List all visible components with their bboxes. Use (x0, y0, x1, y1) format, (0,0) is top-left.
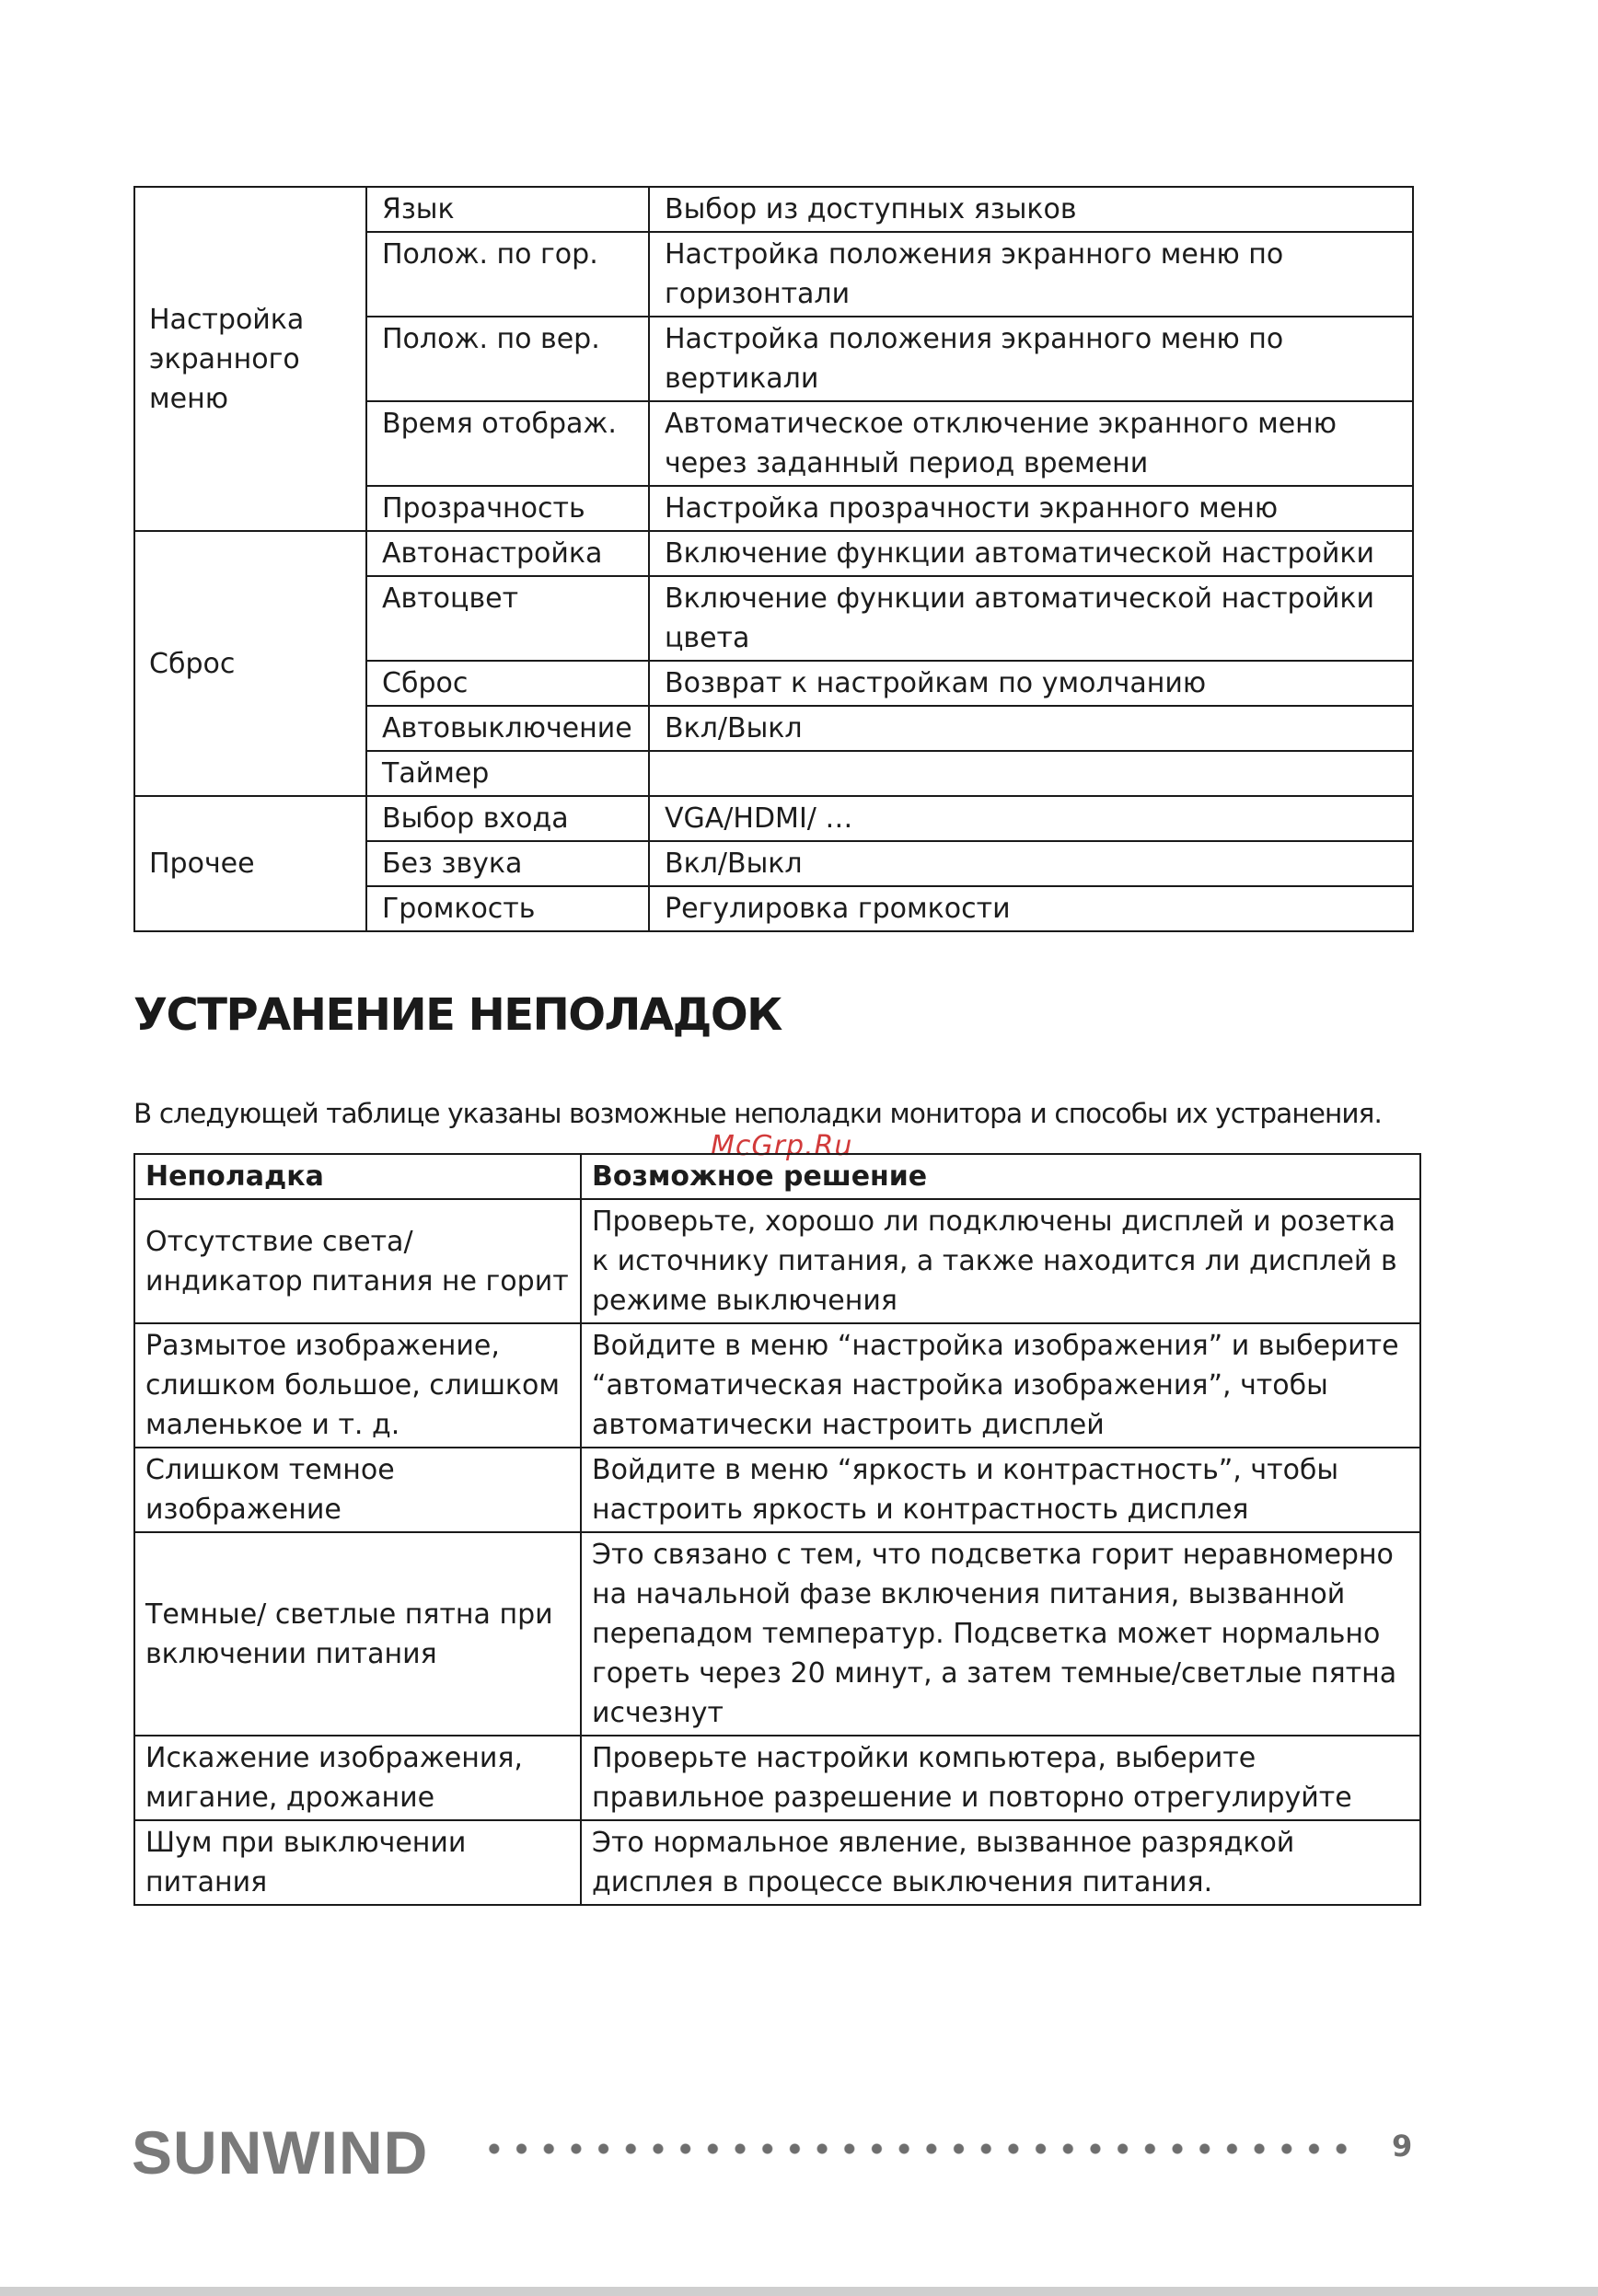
intro-text: В следующей таблице указаны возможные неполадки монитора и способы их устранения. (133, 1098, 1382, 1129)
solution-cell: Проверьте, хорошо ли подключены дисплей и розетка к источнику питания, а также находится ли дисплей в режиме выключения (581, 1199, 1420, 1323)
solution-cell: Войдите в меню “яркость и контрастность”, чтобы настроить яркость и контрастность дисплея (581, 1448, 1420, 1532)
menu-item: Громкость (366, 886, 649, 931)
menu-item: Автонастройка (366, 531, 649, 576)
osd-menu-table (133, 186, 1414, 932)
problem-cell: Отсутствие света/индикатор питания не горит (134, 1199, 581, 1323)
table-row (134, 1820, 1420, 1905)
menu-item: Автовыключение (366, 706, 649, 751)
menu-item-description: Автоматическое отключение экранного меню через заданный период времени (649, 401, 1413, 486)
problem-cell: Искажение изображения, мигание, дрожание (134, 1736, 581, 1820)
page-bottom-edge (0, 2287, 1598, 2296)
menu-item: Время отображ. (366, 401, 649, 486)
group-name: Сброс (134, 531, 366, 796)
menu-item: Выбор входа (366, 796, 649, 841)
table-row (134, 187, 1413, 232)
menu-item-description: Возврат к настройкам по умолчанию (649, 661, 1413, 706)
column-header-problem: Неполадка (134, 1154, 581, 1199)
troubleshooting-table (133, 1153, 1421, 1906)
menu-item-description: Настройка положения экранного меню по горизонтали (649, 232, 1413, 317)
menu-item: Без звука (366, 841, 649, 886)
solution-cell: Это связано с тем, что подсветка горит неравномерно на начальной фазе включения питания, вызванной перепадом температур. Подсветка может нормально гореть через 20 минут, а затем темные/светлые пятна исчезнут (581, 1532, 1420, 1736)
menu-item-description (649, 751, 1413, 796)
table-row (134, 1736, 1420, 1820)
problem-cell: Слишком темное изображение (134, 1448, 581, 1532)
page-number: 9 (1392, 2129, 1413, 2163)
table-header-row (134, 1154, 1420, 1199)
problem-cell: Темные/ светлые пятна при включении питания (134, 1532, 581, 1736)
section-title: УСТРАНЕНИЕ НЕПОЛАДОК (133, 989, 782, 1041)
menu-item-description: Выбор из доступных языков (649, 187, 1413, 232)
table-row (134, 1448, 1420, 1532)
brand-logo: SUNWIND (132, 2118, 429, 2186)
menu-item: Таймер (366, 751, 649, 796)
menu-item: Автоцвет (366, 576, 649, 661)
menu-item: Прозрачность (366, 486, 649, 531)
column-header-solution: Возможное решение (581, 1154, 1420, 1199)
menu-item-description: Включение функции автоматической настройки (649, 531, 1413, 576)
problem-cell: Шум при выключении питания (134, 1820, 581, 1905)
menu-item-description: Настройка прозрачности экранного меню (649, 486, 1413, 531)
group-name: Настройка экранного меню (134, 187, 366, 531)
solution-cell: Это нормальное явление, вызванное разрядкой дисплея в процессе выключения питания. (581, 1820, 1420, 1905)
menu-item-description: VGA/HDMI/ … (649, 796, 1413, 841)
watermark-text: McGrp.Ru (711, 1130, 853, 1162)
menu-item-description: Вкл/Выкл (649, 841, 1413, 886)
menu-item-description: Включение функции автоматической настройки цвета (649, 576, 1413, 661)
table-row (134, 1199, 1420, 1323)
table-row (134, 1323, 1420, 1448)
menu-item-description: Регулировка громкости (649, 886, 1413, 931)
menu-item: Полож. по гор. (366, 232, 649, 317)
menu-item: Язык (366, 187, 649, 232)
menu-item-description: Вкл/Выкл (649, 706, 1413, 751)
problem-cell: Размытое изображение, слишком большое, слишком маленькое и т. д. (134, 1323, 581, 1448)
menu-item: Сброс (366, 661, 649, 706)
menu-item-description: Настройка положения экранного меню по вертикали (649, 317, 1413, 401)
table-row (134, 1532, 1420, 1736)
menu-item: Полож. по вер. (366, 317, 649, 401)
group-name: Прочее (134, 796, 366, 931)
solution-cell: Войдите в меню “настройка изображения” и выберите “автоматическая настройка изображения”, чтобы автоматически настроить дисплей (581, 1323, 1420, 1448)
solution-cell: Проверьте настройки компьютера, выберите правильное разрешение и повторно отрегулируйте (581, 1736, 1420, 1820)
footer-dot-divider (481, 2142, 1353, 2155)
table-row (134, 531, 1413, 576)
table-row (134, 796, 1413, 841)
